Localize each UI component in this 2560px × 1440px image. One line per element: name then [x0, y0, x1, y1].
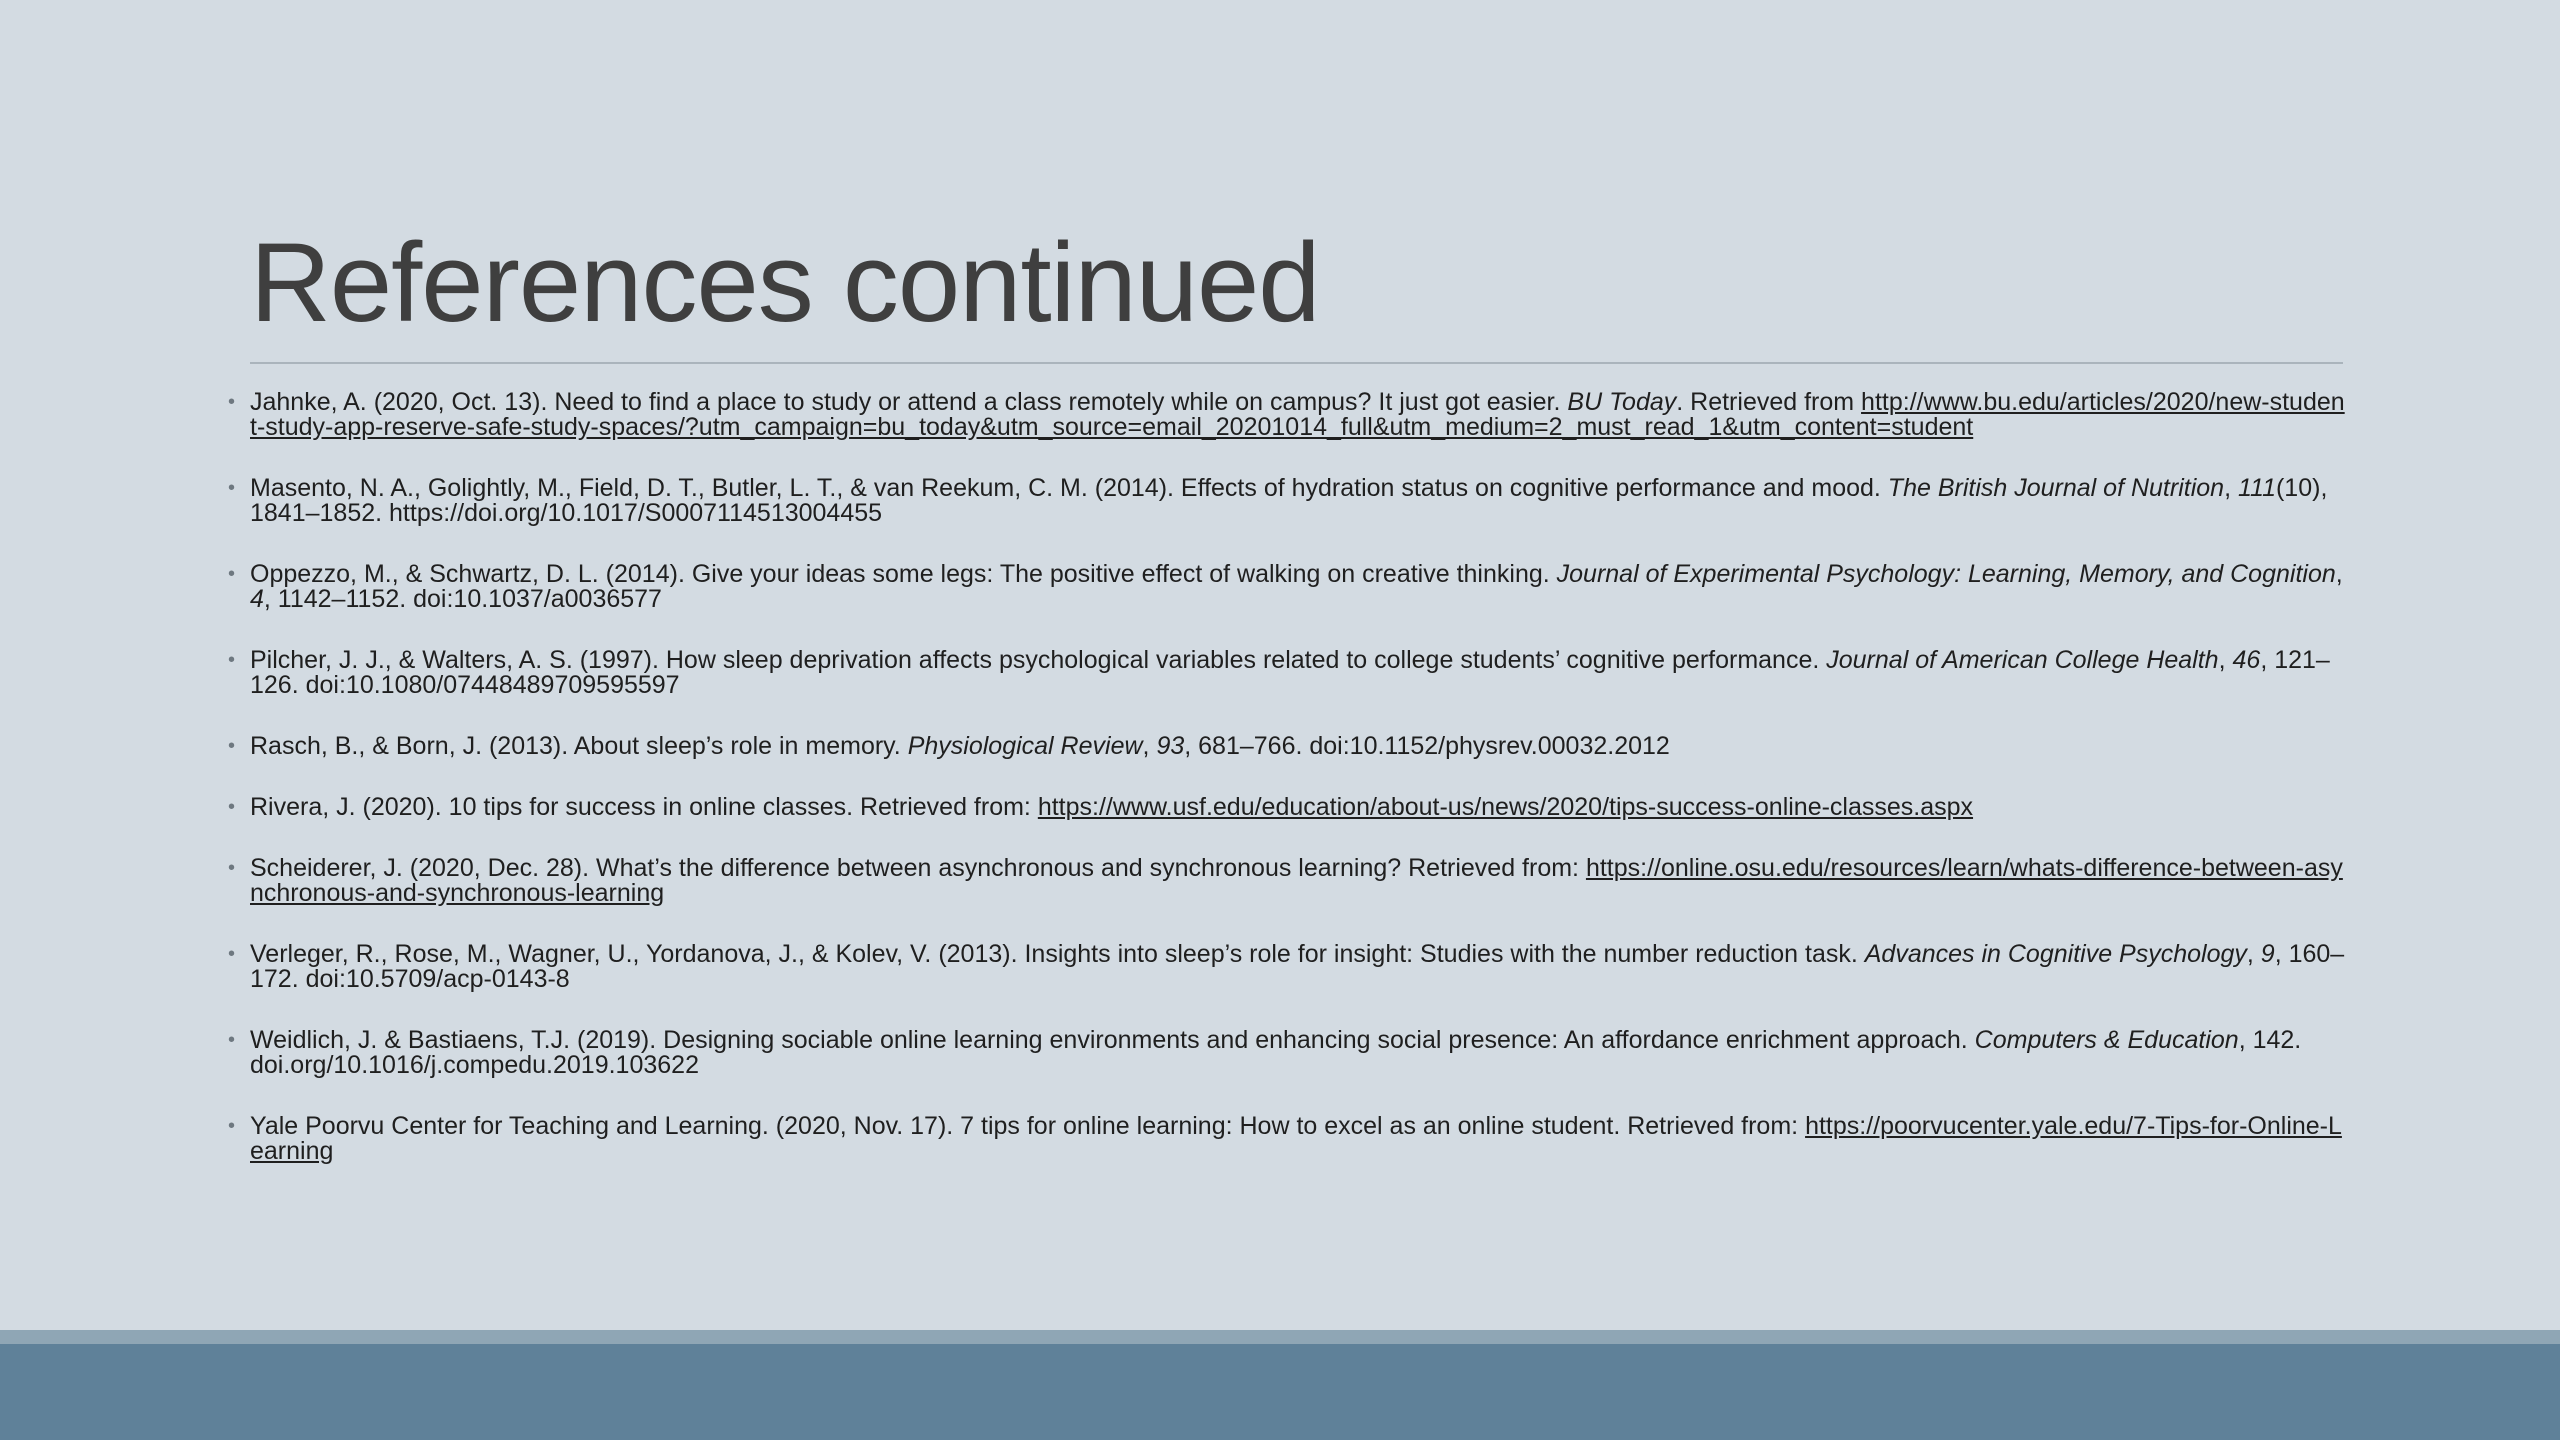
bullet-icon: • [228, 735, 236, 757]
reference-source-italic: Computers & Education [1974, 1026, 2239, 1054]
reference-item [226, 942, 2346, 992]
reference-link[interactable]: https://www.usf.edu/education/about-us/news/2020/tips-success-online-classes.aspx [1037, 793, 1974, 821]
reference-text: Yale Poorvu Center for Teaching and Learning. (2020, Nov. 17). 7 tips for online learning: How to excel as an online student. Retrieved from: [250, 1112, 1806, 1140]
reference-text: , 142. doi.org/10.1016/j.compedu.2019.103622 [250, 1026, 2302, 1079]
reference-text: (10), 1841–1852. https://doi.org/10.1017/S0007114513004455 [250, 474, 2328, 527]
reference-text: Weidlich, J. & Bastiaens, T.J. (2019). Designing sociable online learning environments and enhancing social presence: An affordance enrichment approach. [250, 1026, 1975, 1054]
reference-text: Oppezzo, M., & Schwartz, D. L. (2014). Give your ideas some legs: The positive effect of walking on creative thinking. [250, 560, 1557, 588]
reference-source-italic: 46 [2232, 646, 2261, 674]
reference-link[interactable]: https://online.osu.edu/resources/learn/whats-difference-between-asynchronous-and-synchronous-learning [250, 854, 2343, 907]
reference-source-italic: 111 [2237, 474, 2276, 502]
reference-source-italic: Journal of Experimental Psychology: Learning, Memory, and Cognition [1556, 560, 2336, 588]
reference-text: Verleger, R., Rose, M., Wagner, U., Yordanova, J., & Kolev, V. (2013). Insights into sleep’s role for insight: Studies with the number reduction task. [250, 940, 1865, 968]
reference-text: , 160–172. doi:10.5709/acp-0143-8 [250, 940, 2345, 993]
reference-text: , [2224, 474, 2238, 502]
reference-source-italic: 4 [250, 585, 264, 613]
bullet-icon: • [228, 857, 236, 879]
reference-item [226, 390, 2346, 440]
reference-text: Scheiderer, J. (2020, Dec. 28). What’s the difference between asynchronous and synchronous learning? Retrieved from: [250, 854, 1586, 882]
title-divider [250, 362, 2343, 364]
bullet-icon: • [228, 391, 236, 413]
footer-accent-band [0, 1330, 2560, 1344]
reference-item [226, 562, 2346, 612]
reference-text: Pilcher, J. J., & Walters, A. S. (1997). How sleep deprivation affects psychological variables related to college students’ cognitive performance. [250, 646, 1827, 674]
footer-bar [0, 1344, 2560, 1440]
reference-item [226, 795, 2346, 820]
bullet-icon: • [228, 477, 236, 499]
reference-link[interactable]: http://www.bu.edu/articles/2020/new-student-study-app-reserve-safe-study-spaces/?utm_campaign=bu_today&utm_source=email_20201014_full&utm_medium=2_must_read_1&utm_content=student [250, 388, 2345, 441]
reference-text: , 681–766. doi:10.1152/physrev.00032.2012 [1184, 732, 1670, 760]
bullet-icon: • [228, 649, 236, 671]
reference-text: , 1142–1152. doi:10.1037/a0036577 [263, 585, 662, 613]
reference-link[interactable]: https://poorvucenter.yale.edu/7-Tips-for-Online-Learning [250, 1112, 2342, 1165]
reference-source-italic: Advances in Cognitive Psychology [1864, 940, 2247, 968]
reference-text: , [2335, 560, 2343, 588]
bullet-icon: • [228, 563, 236, 585]
reference-source-italic: The British Journal of Nutrition [1887, 474, 2225, 502]
reference-item [226, 1028, 2346, 1078]
reference-item [226, 648, 2346, 698]
reference-text: Masento, N. A., Golightly, M., Field, D. T., Butler, L. T., & van Reekum, C. M. (2014). Effects of hydration status on cognitive performance and mood. [250, 474, 1888, 502]
reference-item [226, 476, 2346, 526]
reference-text: Rasch, B., & Born, J. (2013). About sleep’s role in memory. [250, 732, 908, 760]
reference-text: Jahnke, A. (2020, Oct. 13). Need to find a place to study or attend a class remotely while on campus? It just got easier. [250, 388, 1568, 416]
reference-text: . Retrieved from [1676, 388, 1862, 416]
reference-item [226, 734, 2346, 759]
bullet-icon: • [228, 1115, 236, 1137]
bullet-icon: • [228, 796, 236, 818]
reference-text: , 121–126. doi:10.1080/07448489709595597 [250, 646, 2330, 699]
reference-source-italic: Physiological Review [907, 732, 1143, 760]
reference-item [226, 1114, 2346, 1164]
reference-source-italic: Journal of American College Health [1826, 646, 2219, 674]
reference-text: , [2246, 940, 2261, 968]
reference-text: Rivera, J. (2020). 10 tips for success in online classes. Retrieved from: [250, 793, 1038, 821]
reference-source-italic: 93 [1156, 732, 1185, 760]
reference-source-italic: BU Today [1567, 388, 1677, 416]
reference-text: , [1142, 732, 1157, 760]
reference-source-italic: 9 [2260, 940, 2275, 968]
reference-text: , [2218, 646, 2233, 674]
bullet-icon: • [228, 1029, 236, 1051]
references-list [226, 390, 2346, 1200]
bullet-icon: • [228, 943, 236, 965]
slide-title: References continued [250, 220, 1320, 345]
reference-item [226, 856, 2346, 906]
